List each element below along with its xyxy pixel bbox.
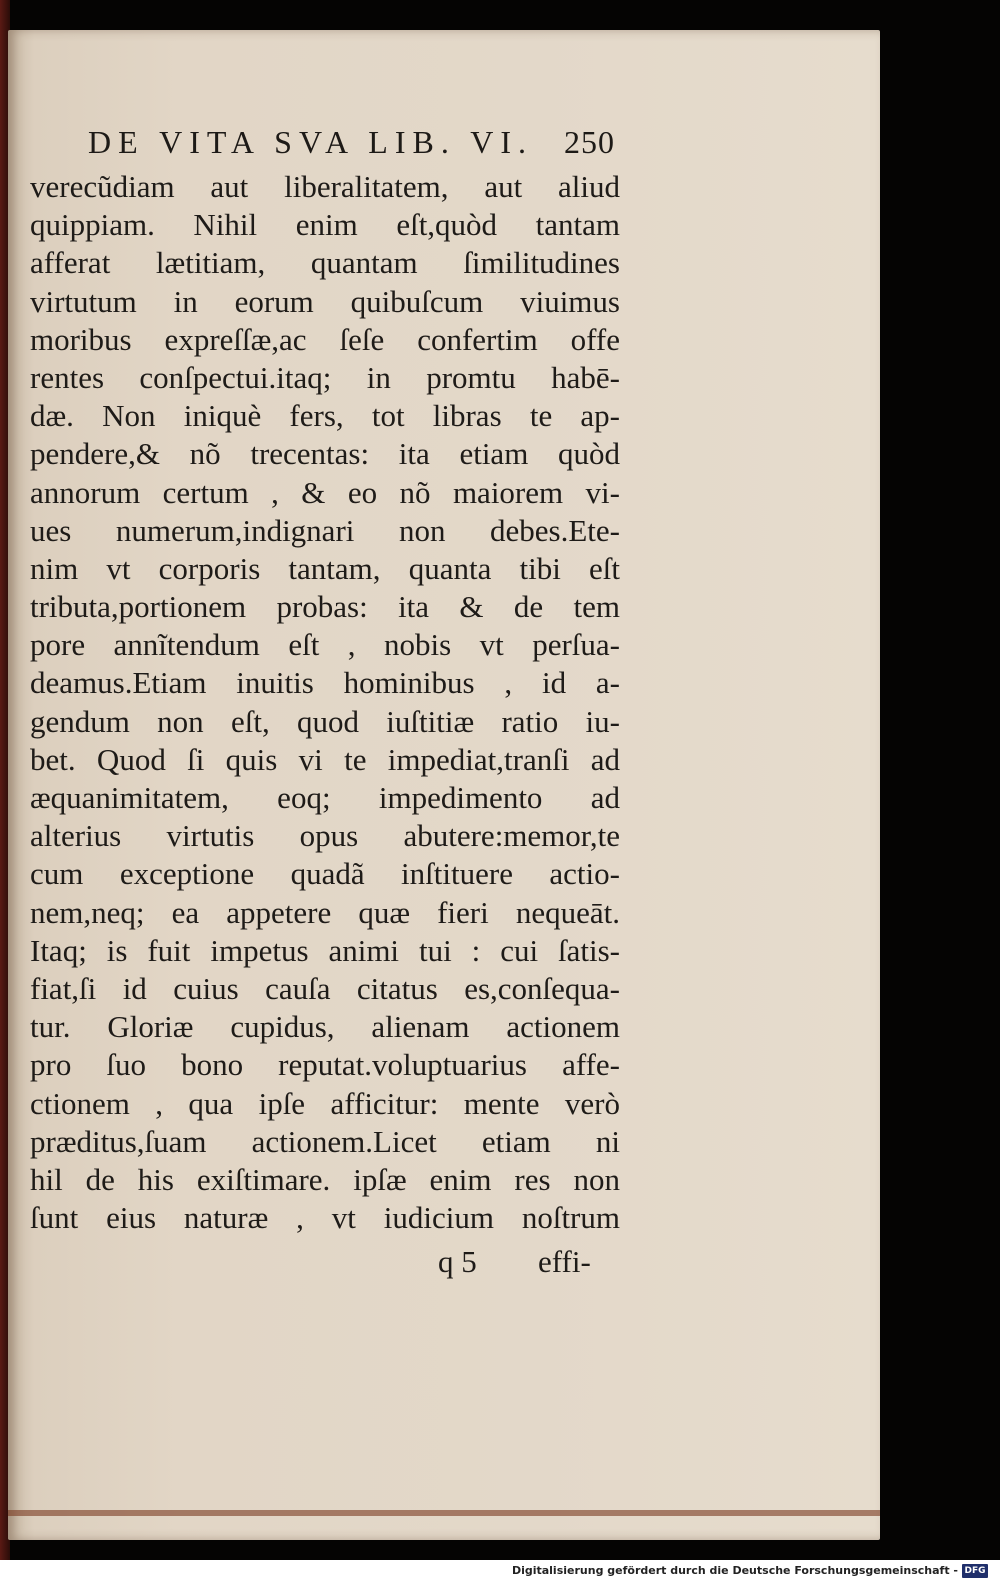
footer-bar <box>0 1560 1000 1583</box>
text-line: ſunt eius naturæ , vt iudicium noſtrum <box>30 1200 620 1236</box>
text-line: virtutum in eorum quibuſcum viuimus <box>30 283 620 319</box>
dfg-logo: DFG <box>962 1564 988 1578</box>
text-line: ues numerum,indignari non debes.Ete- <box>30 512 620 548</box>
text-line: cum exceptione quadã inſtituere actio- <box>30 856 620 892</box>
text-line: æquanimitatem, eoq; impedimento ad <box>30 780 620 815</box>
text-line: gendum non eſt, quod iuſtitiæ ratio iu- <box>30 703 620 739</box>
text-line: Itaq; is fuit impetus animi tui : cui ſatis- <box>30 932 620 968</box>
text-line: tur. Gloriæ cupidus, alienam actionem <box>30 1009 620 1045</box>
running-title: DE VITA SVA LIB. VI. <box>88 124 534 160</box>
text-line: pore annĩtendum eſt , nobis vt perſua- <box>30 627 620 663</box>
catchword: effi- <box>538 1244 591 1279</box>
text-line: tributa,portionem probas: ita & de tem <box>30 589 620 625</box>
signature-mark: q 5 <box>438 1244 477 1279</box>
text-line: ctionem , qua ipſe afficitur: mente verò <box>30 1085 620 1121</box>
page-bottom-edge <box>8 1510 880 1516</box>
text-line: rentes conſpectui.itaq; in promtu habē- <box>30 359 620 395</box>
text-line: afferat lætitiam, quantam ſimilitudines <box>30 245 620 281</box>
body-text <box>30 168 620 1237</box>
text-line: moribus expreſſæ,ac ſeſe confertim offe <box>30 321 620 357</box>
text-line: pro ſuo bono reputat.voluptuarius affe- <box>30 1047 620 1083</box>
text-line: præditus,ſuam actionem.Licet etiam ni <box>30 1123 620 1159</box>
text-line: annorum certum , & eo nõ maiorem vi- <box>30 474 620 510</box>
text-line: nem,neq; ea appetere quæ fieri nequeāt. <box>30 894 620 930</box>
text-line: bet. Quod ſi quis vi te impediat,tranſi ad <box>30 741 620 777</box>
funding-credit: Digitalisierung gefördert durch die Deutsche Forschungsgemeinschaft - <box>511 1564 958 1577</box>
running-head <box>88 116 628 166</box>
text-line: dæ. Non iniquè fers, tot libras te ap- <box>30 398 620 434</box>
text-line: verecũdiam aut liberalitatem, aut aliud <box>30 169 620 204</box>
text-line: alterius virtutis opus abutere:memor,te <box>30 818 620 854</box>
text-line: hil de his exiſtimare. ipſæ enim res non <box>30 1161 620 1197</box>
text-line: pendere,& nõ trecentas: ita etiam quòd <box>30 436 620 472</box>
text-line: fiat,ſi id cuius cauſa citatus es,conſequa- <box>30 970 620 1006</box>
page-number: 250 <box>564 124 615 160</box>
text-line: deamus.Etiam inuitis hominibus , id a- <box>30 665 620 701</box>
text-line: quippiam. Nihil enim eſt,quòd tantam <box>30 207 620 243</box>
text-line: nim vt corporis tantam, quanta tibi eſt <box>30 550 620 586</box>
